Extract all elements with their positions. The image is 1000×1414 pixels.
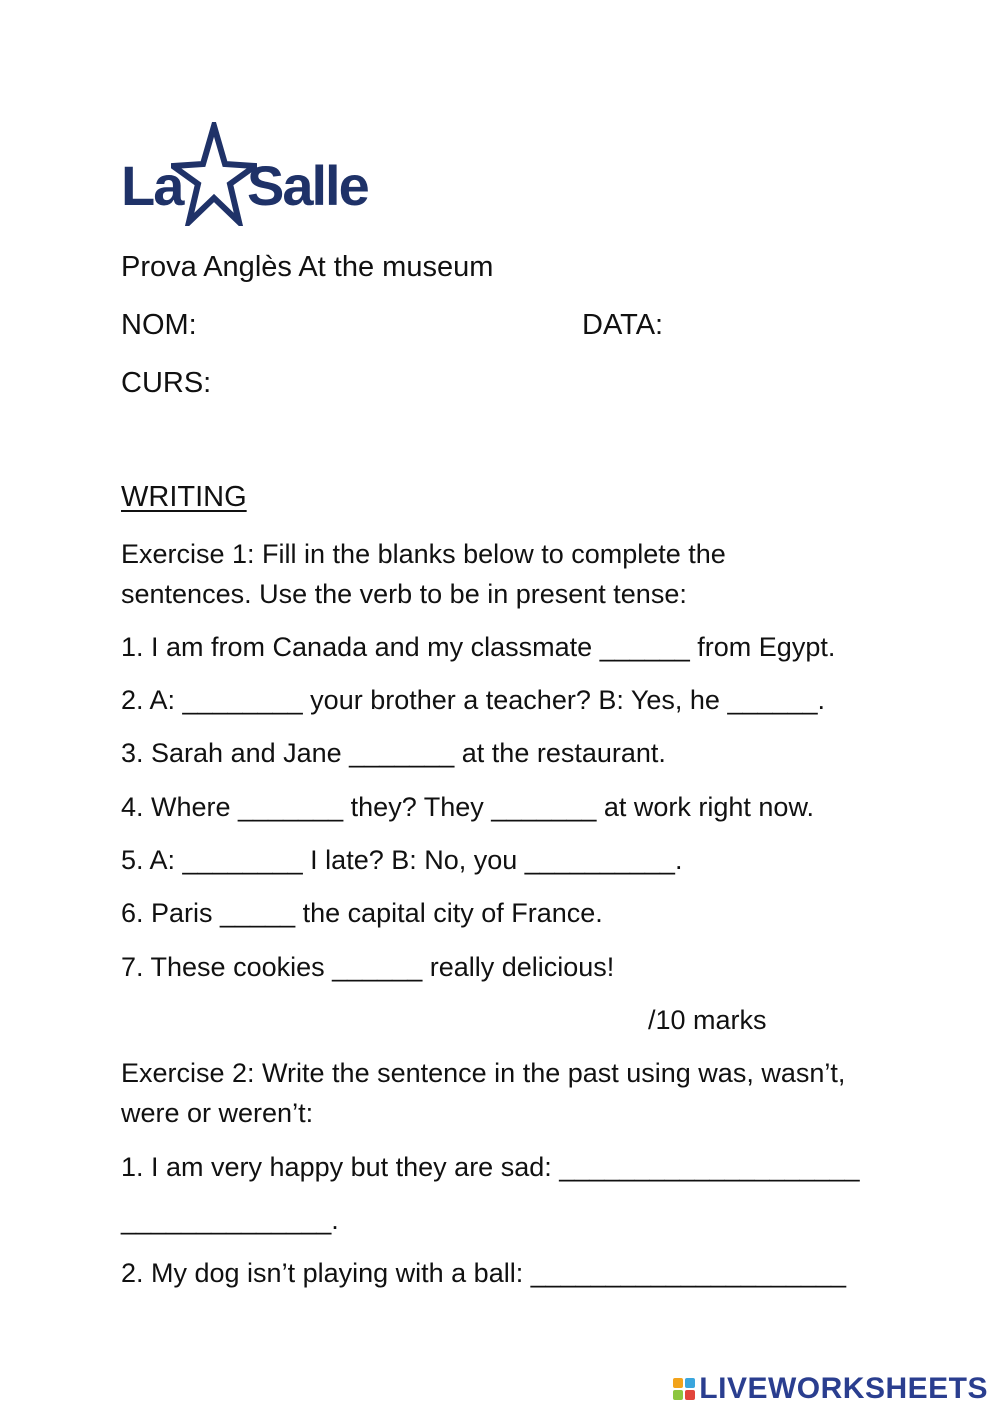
curs-label: CURS: bbox=[121, 367, 212, 399]
exercise2-instruction: Exercise 2: Write the sentence in the past using was, wasn’t, bbox=[121, 1058, 846, 1088]
exercise1-item: 3. Sarah and Jane _______ at the restaurant. bbox=[121, 738, 666, 768]
exercise2-item: 2. My dog isn’t playing with a ball: _____________________ bbox=[121, 1258, 847, 1288]
exercise1-instruction-cont: sentences. Use the verb to be in present tense: bbox=[121, 579, 687, 609]
section-title: WRITING bbox=[121, 481, 247, 513]
liveworksheets-brand: LIVEWORKSHEETS bbox=[699, 1372, 988, 1405]
la-salle-logo bbox=[121, 122, 391, 228]
logo-text-salle: Salle bbox=[247, 154, 368, 217]
exercise1-item: 2. A: ________ your brother a teacher? B: Yes, he ______. bbox=[121, 685, 826, 715]
nom-label: NOM: bbox=[121, 309, 197, 341]
exercise1-item: 5. A: ________ I late? B: No, you __________. bbox=[121, 845, 683, 875]
exercise2-instruction-cont: were or weren’t: bbox=[121, 1098, 314, 1128]
marks-label: /10 marks bbox=[648, 1005, 767, 1035]
page-title: Prova Anglès At the museum bbox=[121, 251, 494, 283]
liveworksheets-logo-icon bbox=[673, 1378, 695, 1400]
liveworksheets-footer bbox=[673, 1372, 988, 1406]
exercise1-item: 6. Paris _____ the capital city of France. bbox=[121, 898, 603, 928]
exercise1-item: 1. I am from Canada and my classmate ______ from Egypt. bbox=[121, 632, 836, 662]
exercise2-item-cont: ______________. bbox=[121, 1205, 339, 1235]
exercise2-item: 1. I am very happy but they are sad: ____________________ bbox=[121, 1152, 860, 1182]
exercise1-item: 4. Where _______ they? They _______ at work right now. bbox=[121, 792, 814, 822]
exercise1-instruction: Exercise 1: Fill in the blanks below to complete the bbox=[121, 539, 726, 569]
star-icon bbox=[171, 122, 257, 226]
exercise1-item: 7. These cookies ______ really delicious! bbox=[121, 952, 615, 982]
logo-text-la: La bbox=[121, 154, 183, 217]
data-label: DATA: bbox=[582, 309, 664, 341]
